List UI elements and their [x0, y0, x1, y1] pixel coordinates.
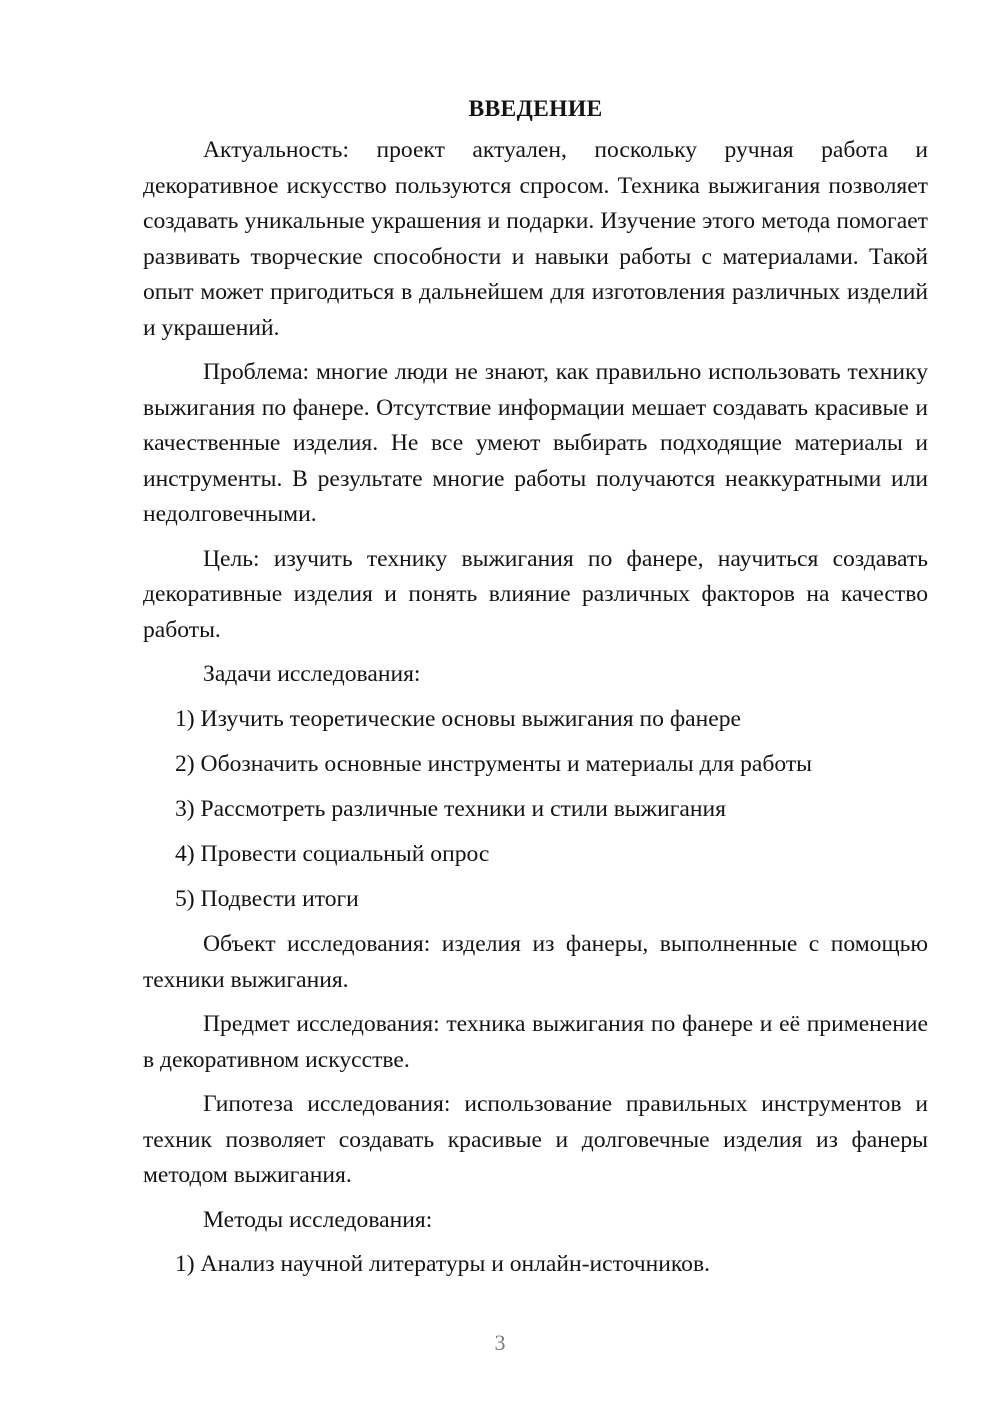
- task-item: 3) Рассмотреть различные техники и стили выжигания: [175, 795, 726, 822]
- task-item: 5) Подвести итоги: [175, 886, 359, 913]
- task-item: 1) Изучить теоретические основы выжигания по фанере: [175, 705, 742, 732]
- problem-paragraph: Проблема: многие люди не знают, как правильно использовать технику выжигания по фанере. Отсутствие информации мешает создавать красивые и качественные изделия. Не все умеют выбирать подходящие материалы и инструменты. В результате многие работы получаются неаккуратными или недолговечными.: [143, 359, 928, 527]
- methods-heading: Методы исследования:: [203, 1206, 433, 1233]
- page-title: ВВЕДЕНИЕ: [468, 96, 603, 122]
- subject-paragraph: Предмет исследования: техника выжигания по фанере и её применение в декоративном искусстве.: [143, 1011, 928, 1073]
- page-content: [143, 92, 928, 1293]
- page-number: 3: [494, 1330, 506, 1355]
- task-item: 2) Обозначить основные инструменты и материалы для работы: [175, 750, 812, 777]
- tasks-heading: Задачи исследования:: [203, 661, 421, 687]
- goal-paragraph: Цель: изучить технику выжигания по фанере, научиться создавать декоративные изделия и понять влияние различных факторов на качество работы.: [143, 545, 928, 643]
- object-paragraph: Объект исследования: изделия из фанеры, выполненные с помощью техники выжигания.: [143, 931, 928, 993]
- relevance-paragraph: Актуальность: проект актуален, поскольку ручная работа и декоративное искусство пользуются спросом. Техника выжигания позволяет создавать уникальные украшения и подарки. Изучение этого метода помогает развивать творческие способности и навыки работы с материалами. Такой опыт может пригодиться в дальнейшем для изготовления различных изделий и украшений.: [143, 137, 928, 341]
- hypothesis-paragraph: Гипотеза исследования: использование правильных инструментов и техник позволяет создавать красивые и долговечные изделия из фанеры методом выжигания.: [143, 1091, 928, 1189]
- method-item: 1) Анализ научной литературы и онлайн-источников.: [175, 1251, 711, 1278]
- task-item: 4) Провести социальный опрос: [175, 841, 490, 868]
